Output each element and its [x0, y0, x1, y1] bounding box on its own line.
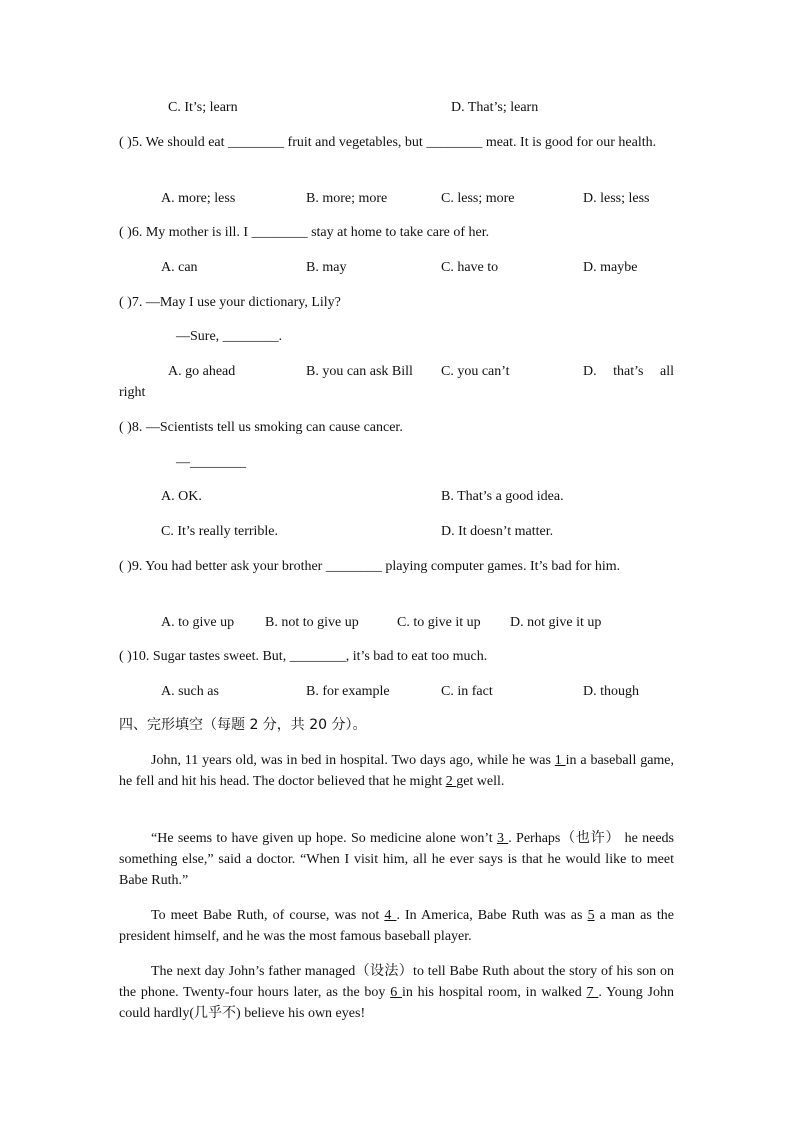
cloze-paragraph-4: The next day John’s father managed（设法）to tell Babe Ruth about the story of his son on the phone. Twenty-four hours later, as the boy 6 in his hospital room, in walked 7 . Young John could hardly(几乎不) believe his own eyes!	[119, 964, 675, 1021]
q8-option-d: D. It doesn’t matter.	[441, 524, 554, 539]
q7-stem: ( )7. —May I use your dictionary, Lily?	[119, 295, 341, 310]
q4-option-d: D. That’s; learn	[451, 100, 539, 115]
q8-option-a: A. OK.	[161, 489, 202, 504]
q8-option-c: C. It’s really terrible.	[161, 524, 279, 539]
q8-stem: ( )8. —Scientists tell us smoking can cause cancer.	[119, 420, 403, 435]
section-heading: 四、完形填空（每题 2 分，共 20 分）。	[119, 717, 367, 733]
cloze-paragraph-2: “He seems to have given up hope. So medicine alone won’t 3 . Perhaps（也许） he needs something else,” said a doctor. “When I visit him, all he ever says is that he would like to meet Babe Ruth.”	[119, 831, 674, 888]
q10-option-a: A. such as	[161, 684, 219, 699]
q6-option-c: C. have to	[441, 260, 499, 275]
q7-option-d-continued: right	[119, 385, 146, 400]
q5-option-d: D. less; less	[583, 191, 650, 206]
q6-stem: ( )6. My mother is ill. I ________ stay at home to take care of her.	[119, 225, 490, 240]
q9-option-c: C. to give it up	[397, 615, 481, 630]
q6-option-a: A. can	[161, 260, 198, 275]
q7-option-a: A. go ahead	[168, 364, 236, 379]
cloze-paragraph-3: To meet Babe Ruth, of course, was not 4 . In America, Babe Ruth was as 5 a man as the president himself, and he was the most famous baseball player.	[119, 908, 674, 944]
q7-option-b: B. you can ask Bill	[306, 364, 413, 379]
q10-stem: ( )10. Sugar tastes sweet. But, ________, it’s bad to eat too much.	[119, 649, 488, 664]
q5-option-a: A. more; less	[161, 191, 236, 206]
q7-option-d: D. that’s all	[583, 364, 674, 379]
q9-stem: ( )9. You had better ask your brother ________ playing computer games. It’s bad for him.	[119, 559, 621, 574]
q6-option-b: B. may	[306, 260, 347, 275]
q8-option-b: B. That’s a good idea.	[441, 489, 564, 504]
cloze-paragraph-1: John, 11 years old, was in bed in hospital. Two days ago, while he was 1 in a baseball game, he fell and hit his head. The doctor believed that he might 2 get well.	[119, 753, 675, 789]
q4-option-c: C. It’s; learn	[168, 100, 238, 115]
q9-option-d: D. not give it up	[510, 615, 602, 630]
q5-option-c: C. less; more	[441, 191, 515, 206]
q6-option-d: D. maybe	[583, 260, 638, 275]
q5-option-b: B. more; more	[306, 191, 388, 206]
q8-reply: —________	[176, 455, 246, 470]
q10-option-c: C. in fact	[441, 684, 493, 699]
q9-option-a: A. to give up	[161, 615, 235, 630]
q9-option-b: B. not to give up	[265, 615, 359, 630]
q10-option-d: D. though	[583, 684, 639, 699]
q7-option-c: C. you can’t	[441, 364, 510, 379]
q10-option-b: B. for example	[306, 684, 390, 699]
q5-stem: ( )5. We should eat ________ fruit and vegetables, but ________ meat. It is good for our health.	[119, 135, 657, 150]
q7-reply: —Sure, ________.	[176, 329, 283, 344]
